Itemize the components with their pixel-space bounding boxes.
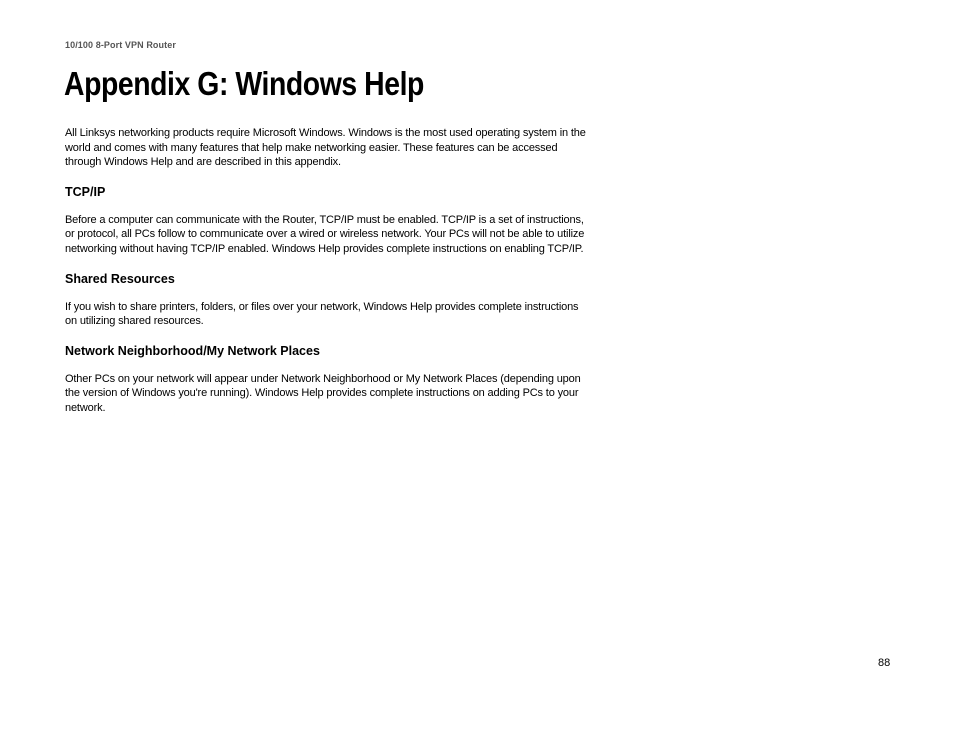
- section-heading-network-places: Network Neighborhood/My Network Places: [65, 343, 320, 358]
- section-heading-tcpip: TCP/IP: [65, 184, 106, 199]
- page-title: Appendix G: Windows Help: [64, 65, 424, 102]
- section-body-shared-resources: If you wish to share printers, folders, or files over your network, Windows Help provides complete instructions on utilizing shared resources.: [65, 300, 579, 328]
- section-heading-shared-resources: Shared Resources: [65, 271, 175, 286]
- page-number: 88: [878, 657, 891, 669]
- section-body-network-places: Other PCs on your network will appear under Network Neighborhood or My Network Places (depending upon the version of Windows you're running). Windows Help provides complete instructions on adding PCs to your network.: [65, 372, 581, 414]
- intro-paragraph: All Linksys networking products require Microsoft Windows. Windows is the most used operating system in the world and comes with many features that help make networking easier. These features can be accessed through Windows Help and are described in this appendix.: [65, 127, 586, 169]
- running-header: 10/100 8-Port VPN Router: [65, 40, 176, 50]
- section-body-tcpip: Before a computer can communicate with the Router, TCP/IP must be enabled. TCP/IP is a set of instructions, or protocol, all PCs follow to communicate over a wired or wireless network. Your PCs will not be able to utilize networking without having TCP/IP enabled. Windows Help provides complete instructions on enabling TCP/IP.: [65, 213, 585, 255]
- document-body: [65, 126, 590, 416]
